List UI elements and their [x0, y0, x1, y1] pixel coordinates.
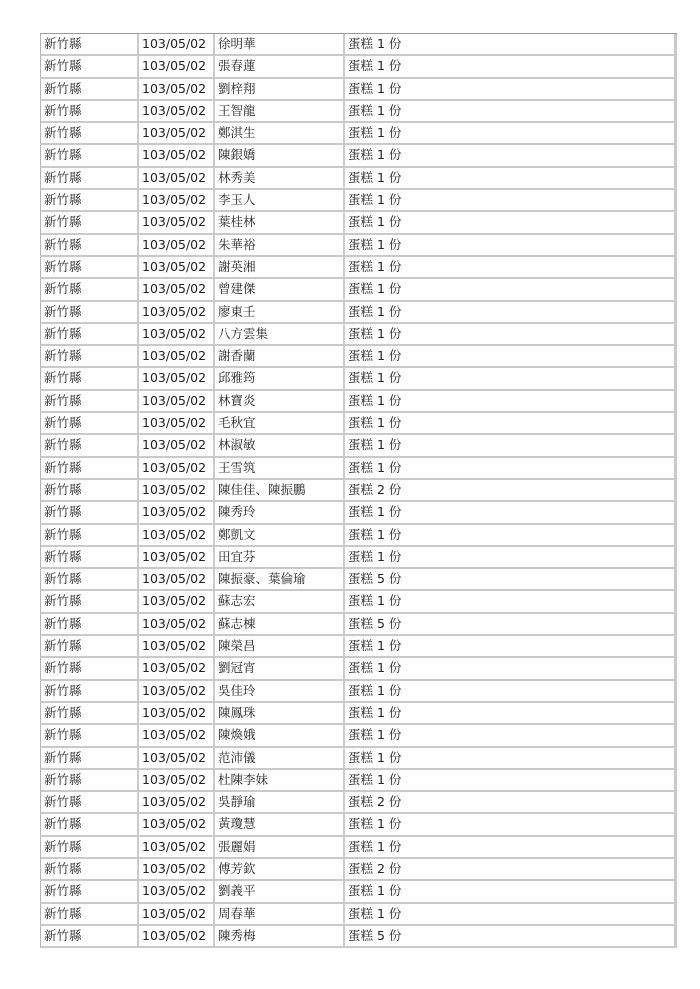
county-cell: 新竹縣 — [41, 614, 139, 634]
item-cell: 蛋糕 1 份 — [348, 281, 402, 297]
item-cell: 蛋糕 1 份 — [348, 816, 402, 832]
item-cell: 蛋糕 1 份 — [348, 125, 402, 141]
date-cell: 103/05/02 — [139, 458, 215, 478]
table-row — [40, 725, 677, 747]
county-cell: 新竹縣 — [41, 569, 139, 589]
table-row — [40, 770, 677, 792]
county-cell: 新竹縣 — [41, 681, 139, 701]
name-cell: 王智龍 — [215, 101, 345, 121]
name-cell: 謝英湘 — [215, 257, 345, 277]
date-cell: 103/05/02 — [139, 792, 215, 812]
item-cell: 蛋糕 1 份 — [348, 236, 402, 252]
table-row — [40, 413, 677, 435]
date-cell: 103/05/02 — [139, 770, 215, 790]
item-cell: 蛋糕 5 份 — [348, 927, 402, 943]
item-cell: 蛋糕 2 份 — [348, 860, 402, 876]
date-cell: 103/05/02 — [139, 413, 215, 433]
table-row — [40, 435, 677, 457]
table-row — [40, 279, 677, 301]
date-cell: 103/05/02 — [139, 748, 215, 768]
table-row — [40, 636, 677, 658]
county-cell: 新竹縣 — [41, 792, 139, 812]
table-row — [40, 324, 677, 346]
name-cell: 陳秀玲 — [215, 502, 345, 522]
table-row — [40, 123, 677, 145]
table-row — [40, 212, 677, 234]
table-row — [40, 904, 677, 926]
name-cell: 陳鳳珠 — [215, 703, 345, 723]
date-cell: 103/05/02 — [139, 235, 215, 255]
table-row — [40, 145, 677, 167]
item-cell: 蛋糕 1 份 — [348, 325, 402, 341]
name-cell: 陳煥娥 — [215, 725, 345, 745]
name-cell: 朱華裕 — [215, 235, 345, 255]
county-cell: 新竹縣 — [41, 636, 139, 656]
county-cell: 新竹縣 — [41, 190, 139, 210]
name-cell: 林寶炎 — [215, 391, 345, 411]
table-row — [40, 859, 677, 881]
date-cell: 103/05/02 — [139, 34, 215, 54]
date-cell: 103/05/02 — [139, 56, 215, 76]
table-row — [40, 190, 677, 212]
county-cell: 新竹縣 — [41, 837, 139, 857]
name-cell: 陳佳佳、陳振鵬 — [215, 480, 345, 500]
name-cell: 王雪筑 — [215, 458, 345, 478]
item-cell: 蛋糕 1 份 — [348, 80, 402, 96]
name-cell: 蘇志宏 — [215, 591, 345, 611]
county-cell: 新竹縣 — [41, 79, 139, 99]
name-cell: 杜陳李妹 — [215, 770, 345, 790]
table-row — [40, 837, 677, 859]
table-row — [40, 101, 677, 123]
item-cell: 蛋糕 1 份 — [348, 526, 402, 542]
date-cell: 103/05/02 — [139, 435, 215, 455]
county-cell: 新竹縣 — [41, 279, 139, 299]
table-row — [40, 168, 677, 190]
table-row — [40, 346, 677, 368]
county-cell: 新竹縣 — [41, 480, 139, 500]
date-cell: 103/05/02 — [139, 502, 215, 522]
item-cell: 蛋糕 1 份 — [348, 682, 402, 698]
date-cell: 103/05/02 — [139, 859, 215, 879]
item-cell: 蛋糕 1 份 — [348, 704, 402, 720]
item-cell: 蛋糕 1 份 — [348, 459, 402, 475]
county-cell: 新竹縣 — [41, 212, 139, 232]
name-cell: 林淑敏 — [215, 435, 345, 455]
table-row — [40, 235, 677, 257]
item-cell: 蛋糕 1 份 — [348, 169, 402, 185]
date-cell: 103/05/02 — [139, 168, 215, 188]
date-cell: 103/05/02 — [139, 814, 215, 834]
date-cell: 103/05/02 — [139, 212, 215, 232]
date-cell: 103/05/02 — [139, 302, 215, 322]
table-row — [40, 391, 677, 413]
table-row — [40, 34, 677, 56]
name-cell: 曾建傑 — [215, 279, 345, 299]
county-cell: 新竹縣 — [41, 725, 139, 745]
item-cell: 蛋糕 2 份 — [348, 794, 402, 810]
county-cell: 新竹縣 — [41, 145, 139, 165]
county-cell: 新竹縣 — [41, 413, 139, 433]
table-row — [40, 302, 677, 324]
item-cell: 蛋糕 1 份 — [348, 638, 402, 654]
date-cell: 103/05/02 — [139, 525, 215, 545]
date-cell: 103/05/02 — [139, 391, 215, 411]
county-cell: 新竹縣 — [41, 101, 139, 121]
date-cell: 103/05/02 — [139, 569, 215, 589]
date-cell: 103/05/02 — [139, 279, 215, 299]
item-cell: 蛋糕 1 份 — [348, 192, 402, 208]
item-cell: 蛋糕 1 份 — [348, 58, 402, 74]
date-cell: 103/05/02 — [139, 257, 215, 277]
date-cell: 103/05/02 — [139, 881, 215, 901]
county-cell: 新竹縣 — [41, 814, 139, 834]
item-cell: 蛋糕 1 份 — [348, 214, 402, 230]
county-cell: 新竹縣 — [41, 748, 139, 768]
table-row — [40, 881, 677, 903]
item-cell: 蛋糕 2 份 — [348, 481, 402, 497]
item-cell: 蛋糕 1 份 — [348, 771, 402, 787]
item-cell: 蛋糕 1 份 — [348, 883, 402, 899]
table-row — [40, 658, 677, 680]
county-cell: 新竹縣 — [41, 525, 139, 545]
county-cell: 新竹縣 — [41, 435, 139, 455]
name-cell: 毛秋宜 — [215, 413, 345, 433]
date-cell: 103/05/02 — [139, 190, 215, 210]
table-row — [40, 79, 677, 101]
name-cell: 劉梓翔 — [215, 79, 345, 99]
county-cell: 新竹縣 — [41, 302, 139, 322]
name-cell: 吳靜瑜 — [215, 792, 345, 812]
name-cell: 葉桂林 — [215, 212, 345, 232]
table-row — [40, 368, 677, 390]
name-cell: 張麗娟 — [215, 837, 345, 857]
name-cell: 吳佳玲 — [215, 681, 345, 701]
donation-table — [40, 33, 677, 948]
name-cell: 鄭凱文 — [215, 525, 345, 545]
county-cell: 新竹縣 — [41, 859, 139, 879]
date-cell: 103/05/02 — [139, 346, 215, 366]
table-row — [40, 926, 677, 948]
item-cell: 蛋糕 1 份 — [348, 660, 402, 676]
table-row — [40, 480, 677, 502]
county-cell: 新竹縣 — [41, 368, 139, 388]
date-cell: 103/05/02 — [139, 101, 215, 121]
item-cell: 蛋糕 1 份 — [348, 303, 402, 319]
county-cell: 新竹縣 — [41, 770, 139, 790]
table-row — [40, 525, 677, 547]
date-cell: 103/05/02 — [139, 703, 215, 723]
county-cell: 新竹縣 — [41, 881, 139, 901]
item-cell: 蛋糕 1 份 — [348, 370, 402, 386]
date-cell: 103/05/02 — [139, 837, 215, 857]
county-cell: 新竹縣 — [41, 591, 139, 611]
name-cell: 邱雅筠 — [215, 368, 345, 388]
table-row — [40, 814, 677, 836]
item-cell: 蛋糕 1 份 — [348, 727, 402, 743]
table-row — [40, 748, 677, 770]
table-row — [40, 257, 677, 279]
date-cell: 103/05/02 — [139, 324, 215, 344]
name-cell: 張春蓮 — [215, 56, 345, 76]
county-cell: 新竹縣 — [41, 123, 139, 143]
table-row — [40, 458, 677, 480]
name-cell: 林秀美 — [215, 168, 345, 188]
date-cell: 103/05/02 — [139, 79, 215, 99]
date-cell: 103/05/02 — [139, 725, 215, 745]
county-cell: 新竹縣 — [41, 658, 139, 678]
item-cell: 蛋糕 5 份 — [348, 615, 402, 631]
name-cell: 傅芳欽 — [215, 859, 345, 879]
county-cell: 新竹縣 — [41, 168, 139, 188]
date-cell: 103/05/02 — [139, 926, 215, 946]
item-cell: 蛋糕 1 份 — [348, 593, 402, 609]
name-cell: 陳榮昌 — [215, 636, 345, 656]
name-cell: 廖東壬 — [215, 302, 345, 322]
table-row — [40, 569, 677, 591]
item-cell: 蛋糕 5 份 — [348, 571, 402, 587]
county-cell: 新竹縣 — [41, 391, 139, 411]
date-cell: 103/05/02 — [139, 614, 215, 634]
table-row — [40, 502, 677, 524]
name-cell: 陳秀梅 — [215, 926, 345, 946]
name-cell: 田宜芬 — [215, 547, 345, 567]
county-cell: 新竹縣 — [41, 926, 139, 946]
table-row — [40, 547, 677, 569]
table-row — [40, 56, 677, 78]
county-cell: 新竹縣 — [41, 904, 139, 924]
name-cell: 劉義平 — [215, 881, 345, 901]
date-cell: 103/05/02 — [139, 547, 215, 567]
county-cell: 新竹縣 — [41, 547, 139, 567]
county-cell: 新竹縣 — [41, 324, 139, 344]
table-row — [40, 681, 677, 703]
item-cell: 蛋糕 1 份 — [348, 258, 402, 274]
date-cell: 103/05/02 — [139, 658, 215, 678]
table-row — [40, 703, 677, 725]
county-cell: 新竹縣 — [41, 346, 139, 366]
county-cell: 新竹縣 — [41, 257, 139, 277]
item-cell: 蛋糕 1 份 — [348, 905, 402, 921]
name-cell: 李玉人 — [215, 190, 345, 210]
date-cell: 103/05/02 — [139, 480, 215, 500]
name-cell: 周春華 — [215, 904, 345, 924]
item-cell: 蛋糕 1 份 — [348, 102, 402, 118]
item-cell: 蛋糕 1 份 — [348, 504, 402, 520]
date-cell: 103/05/02 — [139, 904, 215, 924]
item-cell: 蛋糕 1 份 — [348, 749, 402, 765]
date-cell: 103/05/02 — [139, 681, 215, 701]
table-row — [40, 591, 677, 613]
item-cell: 蛋糕 1 份 — [348, 348, 402, 364]
county-cell: 新竹縣 — [41, 235, 139, 255]
name-cell: 劉冠宵 — [215, 658, 345, 678]
name-cell: 陳銀嬌 — [215, 145, 345, 165]
item-cell: 蛋糕 1 份 — [348, 147, 402, 163]
item-cell: 蛋糕 1 份 — [348, 548, 402, 564]
table-row — [40, 792, 677, 814]
county-cell: 新竹縣 — [41, 56, 139, 76]
item-cell: 蛋糕 1 份 — [348, 36, 402, 51]
name-cell: 徐明華 — [215, 34, 345, 54]
table-row — [40, 614, 677, 636]
date-cell: 103/05/02 — [139, 145, 215, 165]
county-cell: 新竹縣 — [41, 502, 139, 522]
name-cell: 謝香蘭 — [215, 346, 345, 366]
county-cell: 新竹縣 — [41, 458, 139, 478]
name-cell: 陳振豪、葉倫瑜 — [215, 569, 345, 589]
date-cell: 103/05/02 — [139, 368, 215, 388]
county-cell: 新竹縣 — [41, 34, 139, 54]
name-cell: 鄭淇生 — [215, 123, 345, 143]
date-cell: 103/05/02 — [139, 591, 215, 611]
item-cell: 蛋糕 1 份 — [348, 838, 402, 854]
item-cell: 蛋糕 1 份 — [348, 415, 402, 431]
item-cell: 蛋糕 1 份 — [348, 392, 402, 408]
county-cell: 新竹縣 — [41, 703, 139, 723]
item-cell: 蛋糕 1 份 — [348, 437, 402, 453]
date-cell: 103/05/02 — [139, 636, 215, 656]
date-cell: 103/05/02 — [139, 123, 215, 143]
name-cell: 蘇志棟 — [215, 614, 345, 634]
name-cell: 范沛儀 — [215, 748, 345, 768]
name-cell: 黃瓊慧 — [215, 814, 345, 834]
name-cell: 八方雲集 — [215, 324, 345, 344]
